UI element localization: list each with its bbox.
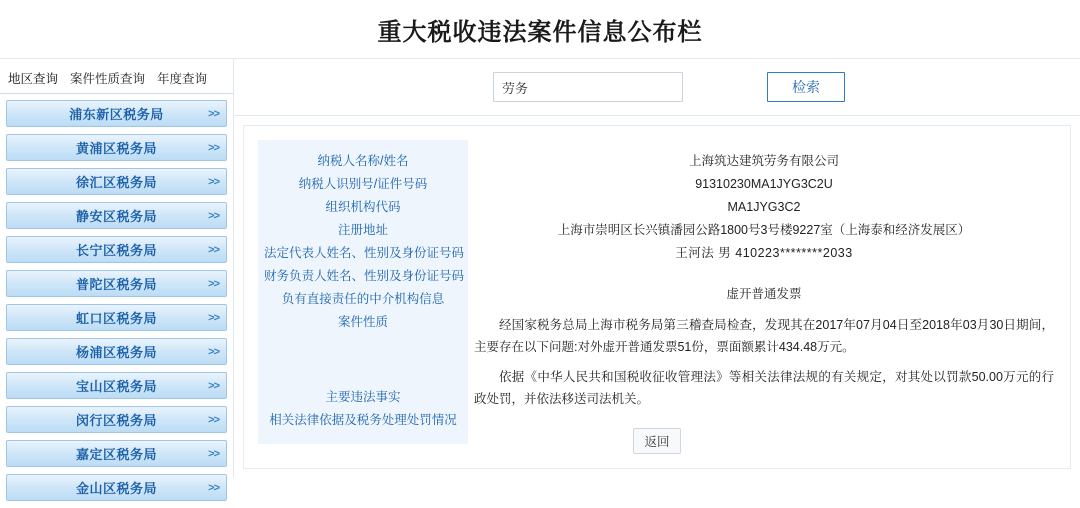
search-bar <box>234 59 1080 116</box>
back-button-row <box>244 428 1070 454</box>
sidebar-item-label: 长宁区税务局 <box>75 243 157 258</box>
value-legal-representative: 王河法 男 410223********2033 <box>675 246 853 260</box>
chevron-right-icon: >> <box>208 345 219 358</box>
chevron-right-icon: >> <box>208 311 219 324</box>
case-detail-card <box>243 125 1071 469</box>
label-taxpayer-name: 纳税人名称/姓名 <box>317 154 409 168</box>
chevron-right-icon: >> <box>208 243 219 256</box>
sidebar-item-putuo[interactable] <box>6 270 227 297</box>
label-intermediary-info: 负有直接责任的中介机构信息 <box>281 292 445 306</box>
sidebar-item-changning[interactable] <box>6 236 227 263</box>
label-spacer <box>264 334 462 386</box>
chevron-right-icon: >> <box>208 175 219 188</box>
sidebar-item-pudong[interactable] <box>6 100 227 127</box>
main-panel <box>233 58 1080 478</box>
sidebar <box>0 58 233 508</box>
label-legal-representative: 法定代表人姓名、性别及身份证号码 <box>264 246 465 260</box>
back-button[interactable]: 返回 <box>633 428 681 454</box>
case-record <box>244 126 1070 444</box>
label-org-code: 组织机构代码 <box>325 200 401 214</box>
sidebar-item-jingan[interactable] <box>6 202 227 229</box>
label-case-nature: 案件性质 <box>337 315 388 329</box>
sidebar-item-jinshan[interactable] <box>6 474 227 501</box>
chevron-right-icon: >> <box>208 277 219 290</box>
label-legal-basis-penalty: 相关法律依据及税务处理处罚情况 <box>269 413 457 427</box>
search-input[interactable] <box>493 72 683 102</box>
sidebar-item-baoshan[interactable] <box>6 372 227 399</box>
sidebar-item-xuhui[interactable] <box>6 168 227 195</box>
value-taxpayer-id: 91310230MA1JYG3C2U <box>695 177 833 191</box>
chevron-right-icon: >> <box>208 447 219 460</box>
value-case-nature: 虚开普通发票 <box>726 287 802 301</box>
chevron-right-icon: >> <box>208 209 219 222</box>
case-field-values <box>468 140 1060 444</box>
chevron-right-icon: >> <box>208 413 219 426</box>
value-taxpayer-name: 上海筑达建筑劳务有限公司 <box>688 154 839 168</box>
page-body <box>0 58 1080 496</box>
page-header <box>0 0 1080 58</box>
value-legal-basis-penalty: 依据《中华人民共和国税收征收管理法》等相关法律法规的有关规定，对其处以罚款50.00万元的行政处罚，并依法移送司法机关。 <box>474 370 1054 406</box>
value-org-code: MA1JYG3C2 <box>727 200 801 214</box>
sidebar-item-label: 宝山区税务局 <box>75 379 157 394</box>
chevron-right-icon: >> <box>208 379 219 392</box>
label-taxpayer-id: 纳税人识别号/证件号码 <box>298 177 428 191</box>
sidebar-item-label: 黄浦区税务局 <box>75 141 157 156</box>
value-registered-address: 上海市崇明区长兴镇潘园公路1800号3号楼9227室（上海泰和经济发展区） <box>557 223 971 237</box>
sidebar-item-yangpu[interactable] <box>6 338 227 365</box>
sidebar-item-label: 徐汇区税务局 <box>75 175 157 190</box>
sidebar-item-huangpu[interactable] <box>6 134 227 161</box>
value-main-facts: 经国家税务总局上海市税务局第三稽查局检查，发现其在2017年07月04日至2018年03月30日期间，主要存在以下问题:对外虚开普通发票51份，票面额累计434.48万元。 <box>474 318 1054 354</box>
sidebar-item-label: 杨浦区税务局 <box>75 345 157 360</box>
tab-case-nature-query[interactable]: 案件性质查询 <box>70 72 146 86</box>
sidebar-item-label: 虹口区税务局 <box>75 311 157 326</box>
sidebar-item-jiading[interactable] <box>6 440 227 467</box>
sidebar-tabs <box>0 59 233 94</box>
search-button[interactable]: 检索 <box>767 72 845 102</box>
label-main-facts: 主要违法事实 <box>325 390 401 404</box>
sidebar-item-label: 闵行区税务局 <box>75 413 157 428</box>
tab-year-query[interactable]: 年度查询 <box>157 72 208 86</box>
tab-region-query[interactable]: 地区查询 <box>8 72 59 86</box>
case-field-labels <box>258 140 468 444</box>
sidebar-item-label: 嘉定区税务局 <box>75 447 157 462</box>
label-finance-officer: 财务负责人姓名、性别及身份证号码 <box>264 269 465 283</box>
sidebar-item-minhang[interactable] <box>6 406 227 433</box>
sidebar-item-label: 普陀区税务局 <box>75 277 157 292</box>
sidebar-item-label: 金山区税务局 <box>75 481 157 496</box>
chevron-right-icon: >> <box>208 481 219 494</box>
sidebar-item-label: 浦东新区税务局 <box>69 107 164 122</box>
sidebar-region-list <box>0 94 233 501</box>
chevron-right-icon: >> <box>208 107 219 120</box>
sidebar-item-label: 静安区税务局 <box>75 209 157 224</box>
page-title: 重大税收违法案件信息公布栏 <box>377 18 703 46</box>
chevron-right-icon: >> <box>208 141 219 154</box>
label-registered-address: 注册地址 <box>337 223 388 237</box>
sidebar-item-hongkou[interactable] <box>6 304 227 331</box>
